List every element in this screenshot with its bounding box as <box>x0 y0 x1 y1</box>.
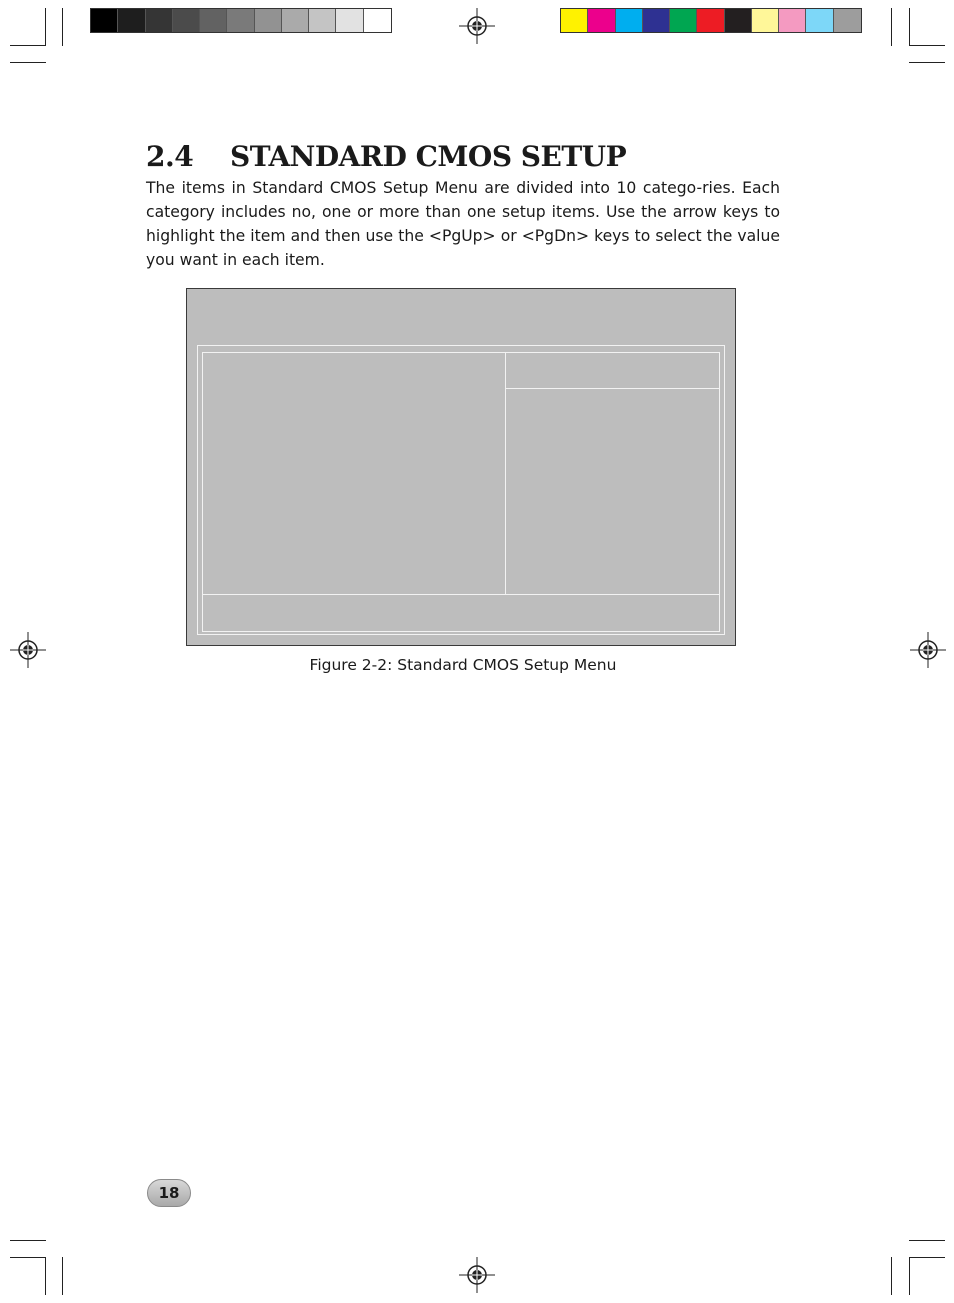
crop-mark <box>909 8 910 46</box>
crop-mark <box>909 62 945 63</box>
color-swatch <box>670 9 697 32</box>
color-swatch <box>725 9 752 32</box>
color-swatch <box>616 9 643 32</box>
color-swatch <box>309 9 336 32</box>
footer-divider <box>202 594 720 595</box>
help-panel-divider <box>506 388 719 389</box>
crop-mark <box>891 8 892 46</box>
color-swatch <box>146 9 173 32</box>
color-swatch <box>806 9 833 32</box>
color-swatch <box>118 9 145 32</box>
color-swatch <box>336 9 363 32</box>
section-number: 2.4 <box>146 140 194 173</box>
color-calibration-bar <box>560 8 862 33</box>
color-swatch <box>255 9 282 32</box>
color-swatch <box>561 9 588 32</box>
crop-mark <box>10 45 46 46</box>
registration-mark-icon <box>459 8 495 44</box>
color-swatch <box>752 9 779 32</box>
crop-mark <box>10 1240 46 1241</box>
color-swatch <box>779 9 806 32</box>
crop-mark <box>10 1257 46 1258</box>
crop-mark <box>10 62 46 63</box>
crop-mark <box>909 1257 945 1258</box>
section-heading <box>146 140 626 173</box>
color-swatch <box>643 9 670 32</box>
crop-mark <box>62 1257 63 1295</box>
color-swatch <box>282 9 309 32</box>
color-swatch <box>364 9 391 32</box>
page-number-badge <box>147 1179 191 1207</box>
cmos-setup-figure <box>186 288 736 646</box>
figure-inner-frame <box>202 352 720 632</box>
crop-mark <box>909 1257 910 1295</box>
color-swatch <box>173 9 200 32</box>
color-swatch <box>588 9 615 32</box>
crop-mark <box>45 1257 46 1295</box>
crop-mark <box>909 1240 945 1241</box>
figure-caption: Figure 2-2: Standard CMOS Setup Menu <box>309 656 617 674</box>
registration-mark-icon <box>459 1257 495 1293</box>
color-swatch <box>834 9 861 32</box>
crop-mark <box>891 1257 892 1295</box>
crop-mark <box>62 8 63 46</box>
crop-mark <box>909 45 945 46</box>
grayscale-calibration-bar <box>90 8 392 33</box>
color-swatch <box>91 9 118 32</box>
page-number: 18 <box>158 1184 180 1202</box>
section-title: STANDARD CMOS SETUP <box>230 140 627 173</box>
color-swatch <box>227 9 254 32</box>
intro-paragraph: The items in Standard CMOS Setup Menu are divided into 10 catego-ries. Each category includes no, one or more than one setup items. Use the arrow keys to highlight the item and then use the <PgUp> or <PgDn> keys to select the value you want in each item. <box>146 179 780 269</box>
color-swatch <box>200 9 227 32</box>
crop-mark <box>45 8 46 46</box>
color-swatch <box>697 9 724 32</box>
